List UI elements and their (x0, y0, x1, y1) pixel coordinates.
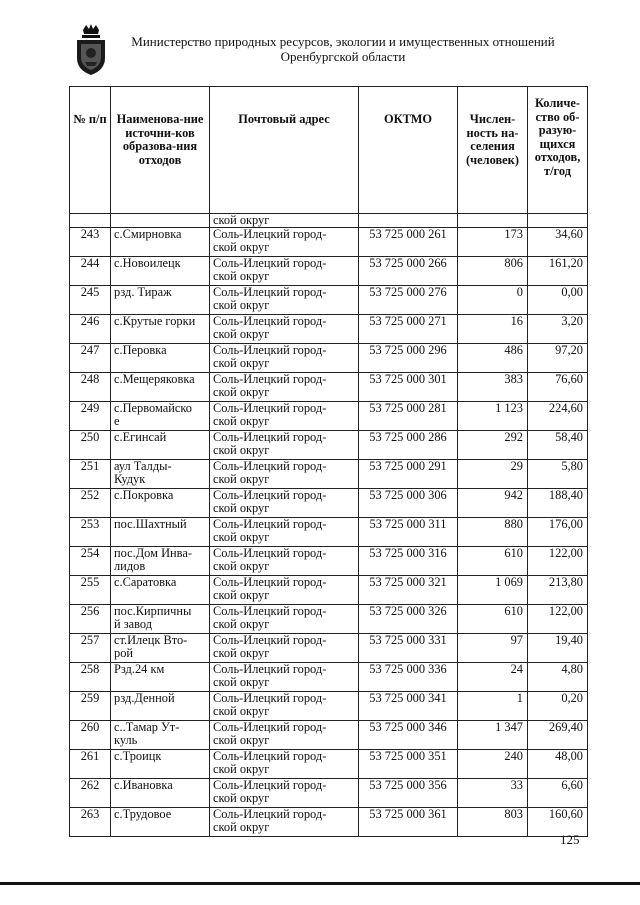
row-num: 252 (70, 489, 111, 518)
row-name-line: е (114, 414, 120, 428)
row-name-line: пос.Шахтный (114, 517, 187, 531)
row-address-line: ской округ (213, 617, 270, 631)
row-quantity: 97,20 (528, 344, 588, 373)
footer-divider (0, 882, 640, 885)
row-address-line: ской округ (213, 530, 270, 544)
row-population: 942 (458, 489, 528, 518)
row-address-line: Соль-Илецкий город- (213, 662, 327, 676)
row-address (210, 286, 359, 315)
row-address-line: Соль-Илецкий город- (213, 459, 327, 473)
row-num: 253 (70, 518, 111, 547)
row-oktmo: 53 725 000 361 (359, 808, 458, 837)
row-address-line: Соль-Илецкий город- (213, 691, 327, 705)
row-address (210, 721, 359, 750)
row-name-line: с.Первомайско (114, 401, 192, 415)
row-population: 33 (458, 779, 528, 808)
row-address-line: ской округ (213, 443, 270, 457)
row-num: 251 (70, 460, 111, 489)
row-name (111, 257, 210, 286)
table-row (70, 489, 588, 518)
row-name (111, 460, 210, 489)
row-address-line: Соль-Илецкий город- (213, 343, 327, 357)
row-oktmo: 53 725 000 311 (359, 518, 458, 547)
row-oktmo: 53 725 000 266 (359, 257, 458, 286)
row-num: 244 (70, 257, 111, 286)
table-row (70, 779, 588, 808)
row-name-line: с.Смирновка (114, 227, 182, 241)
row-address-line: ской округ (213, 588, 270, 602)
continuation-address: ской округ (210, 214, 359, 228)
row-name (111, 576, 210, 605)
page-number: 125 (560, 832, 580, 847)
row-address (210, 779, 359, 808)
row-address-line: Соль-Илецкий город- (213, 633, 327, 647)
header-name: Наименова-ние источни-ков образова-ния отходов (111, 87, 210, 214)
row-quantity: 34,60 (528, 228, 588, 257)
row-population: 29 (458, 460, 528, 489)
table-row (70, 605, 588, 634)
row-quantity: 3,20 (528, 315, 588, 344)
row-name-line: с.Покровка (114, 488, 174, 502)
ministry-header (118, 34, 568, 64)
row-name (111, 489, 210, 518)
row-address (210, 373, 359, 402)
row-address-line: Соль-Илецкий город- (213, 720, 327, 734)
row-num: 256 (70, 605, 111, 634)
row-name (111, 373, 210, 402)
row-address (210, 634, 359, 663)
row-num: 255 (70, 576, 111, 605)
row-address (210, 402, 359, 431)
row-num: 243 (70, 228, 111, 257)
row-name (111, 518, 210, 547)
row-num: 262 (70, 779, 111, 808)
row-name-line: с.Новоилецк (114, 256, 181, 270)
row-population: 97 (458, 634, 528, 663)
row-oktmo: 53 725 000 336 (359, 663, 458, 692)
header-line-2: Оренбургской области (280, 49, 406, 64)
row-quantity: 76,60 (528, 373, 588, 402)
row-oktmo: 53 725 000 291 (359, 460, 458, 489)
row-name-line: рзд.Денной (114, 691, 175, 705)
row-num: 250 (70, 431, 111, 460)
row-name-line: с.Ивановка (114, 778, 173, 792)
table-row (70, 663, 588, 692)
row-name-line: пос.Дом Инва- (114, 546, 192, 560)
row-address-line: ской округ (213, 385, 270, 399)
row-address-line: Соль-Илецкий город- (213, 749, 327, 763)
row-quantity: 224,60 (528, 402, 588, 431)
row-quantity: 188,40 (528, 489, 588, 518)
row-population: 0 (458, 286, 528, 315)
row-name (111, 605, 210, 634)
row-population: 383 (458, 373, 528, 402)
row-population: 1 347 (458, 721, 528, 750)
row-population: 16 (458, 315, 528, 344)
row-address-line: ской округ (213, 298, 270, 312)
table-row (70, 344, 588, 373)
row-oktmo: 53 725 000 346 (359, 721, 458, 750)
row-name (111, 779, 210, 808)
header-population: Числен-ность на-селения (человек) (458, 87, 528, 214)
row-address-line: ской округ (213, 501, 270, 515)
row-num: 258 (70, 663, 111, 692)
row-name-line: рзд. Тираж (114, 285, 172, 299)
row-address-line: ской округ (213, 414, 270, 428)
row-name-line: с.Егинсай (114, 430, 167, 444)
row-address-line: Соль-Илецкий город- (213, 778, 327, 792)
row-oktmo: 53 725 000 331 (359, 634, 458, 663)
row-address-line: Соль-Илецкий город- (213, 256, 327, 270)
row-address (210, 750, 359, 779)
table-row (70, 576, 588, 605)
table-row (70, 431, 588, 460)
row-address (210, 663, 359, 692)
row-address (210, 518, 359, 547)
row-name (111, 344, 210, 373)
row-oktmo: 53 725 000 301 (359, 373, 458, 402)
row-population: 173 (458, 228, 528, 257)
table-row (70, 402, 588, 431)
row-address-line: ской округ (213, 559, 270, 573)
row-name-line: с.Крутые горки (114, 314, 196, 328)
row-address (210, 431, 359, 460)
row-address-line: Соль-Илецкий город- (213, 546, 327, 560)
table-row (70, 547, 588, 576)
row-num: 263 (70, 808, 111, 837)
row-address-line: Соль-Илецкий город- (213, 401, 327, 415)
row-address (210, 692, 359, 721)
header-quantity: Количе-ство об-разую-щихся отходов, т/год (528, 87, 588, 214)
row-address-line: Соль-Илецкий город- (213, 430, 327, 444)
row-address-line: ской округ (213, 791, 270, 805)
row-name (111, 808, 210, 837)
row-name (111, 431, 210, 460)
row-quantity: 213,80 (528, 576, 588, 605)
row-num: 254 (70, 547, 111, 576)
row-name (111, 547, 210, 576)
row-name (111, 663, 210, 692)
row-population: 880 (458, 518, 528, 547)
row-address (210, 315, 359, 344)
table-row (70, 692, 588, 721)
row-num: 261 (70, 750, 111, 779)
header-num: № п/п (70, 87, 111, 214)
row-num: 260 (70, 721, 111, 750)
table-row (70, 315, 588, 344)
row-name-line: пос.Кирпичны (114, 604, 192, 618)
row-name (111, 634, 210, 663)
row-quantity: 48,00 (528, 750, 588, 779)
table-row (70, 518, 588, 547)
row-address (210, 228, 359, 257)
row-population: 24 (458, 663, 528, 692)
row-address-line: Соль-Илецкий город- (213, 314, 327, 328)
row-oktmo: 53 725 000 316 (359, 547, 458, 576)
row-num: 257 (70, 634, 111, 663)
row-population: 610 (458, 547, 528, 576)
row-population: 240 (458, 750, 528, 779)
row-quantity: 0,20 (528, 692, 588, 721)
row-address-line: Соль-Илецкий город- (213, 807, 327, 821)
row-address-line: Соль-Илецкий город- (213, 285, 327, 299)
row-name (111, 228, 210, 257)
row-name-line: куль (114, 733, 138, 747)
row-address (210, 489, 359, 518)
row-quantity: 6,60 (528, 779, 588, 808)
header-oktmo: ОКТМО (359, 87, 458, 214)
row-name-line: Рзд.24 км (114, 662, 165, 676)
row-address-line: ской округ (213, 675, 270, 689)
continuation-row (70, 214, 588, 228)
row-population: 806 (458, 257, 528, 286)
row-address-line: ской округ (213, 762, 270, 776)
table-row (70, 286, 588, 315)
row-num: 248 (70, 373, 111, 402)
row-quantity: 4,80 (528, 663, 588, 692)
row-address-line: Соль-Илецкий город- (213, 575, 327, 589)
row-population: 1 069 (458, 576, 528, 605)
row-oktmo: 53 725 000 321 (359, 576, 458, 605)
row-name (111, 721, 210, 750)
row-oktmo: 53 725 000 296 (359, 344, 458, 373)
row-population: 1 (458, 692, 528, 721)
row-address (210, 344, 359, 373)
row-name-line: с.Саратовка (114, 575, 177, 589)
row-population: 610 (458, 605, 528, 634)
row-address-line: ской округ (213, 820, 270, 834)
row-num: 249 (70, 402, 111, 431)
row-quantity: 19,40 (528, 634, 588, 663)
header-address: Почтовый адрес (210, 87, 359, 214)
row-population: 1 123 (458, 402, 528, 431)
table-row (70, 373, 588, 402)
row-name (111, 692, 210, 721)
row-address-line: ской округ (213, 240, 270, 254)
row-name-line: с.Мещеряковка (114, 372, 195, 386)
row-oktmo: 53 725 000 306 (359, 489, 458, 518)
row-name-line: Кудук (114, 472, 146, 486)
row-quantity: 0,00 (528, 286, 588, 315)
row-oktmo: 53 725 000 261 (359, 228, 458, 257)
row-address (210, 460, 359, 489)
table-row (70, 721, 588, 750)
row-oktmo: 53 725 000 276 (359, 286, 458, 315)
table-row (70, 808, 588, 837)
row-address (210, 547, 359, 576)
row-oktmo: 53 725 000 341 (359, 692, 458, 721)
row-oktmo: 53 725 000 356 (359, 779, 458, 808)
row-name-line: с..Тамар Ут- (114, 720, 180, 734)
row-quantity: 122,00 (528, 547, 588, 576)
row-oktmo: 53 725 000 286 (359, 431, 458, 460)
waste-sources-table (69, 86, 588, 837)
row-name-line: ст.Илецк Вто- (114, 633, 188, 647)
row-address (210, 605, 359, 634)
row-num: 246 (70, 315, 111, 344)
row-address-line: ской округ (213, 733, 270, 747)
row-population: 803 (458, 808, 528, 837)
row-address-line: ской округ (213, 269, 270, 283)
row-address-line: Соль-Илецкий город- (213, 604, 327, 618)
row-quantity: 5,80 (528, 460, 588, 489)
row-quantity: 176,00 (528, 518, 588, 547)
row-address (210, 808, 359, 837)
row-oktmo: 53 725 000 351 (359, 750, 458, 779)
row-address-line: Соль-Илецкий город- (213, 227, 327, 241)
row-address-line: Соль-Илецкий город- (213, 517, 327, 531)
header-line-1: Министерство природных ресурсов, экологии и имущественных отношений (131, 34, 555, 49)
row-address-line: ской округ (213, 646, 270, 660)
row-oktmo: 53 725 000 281 (359, 402, 458, 431)
row-quantity: 160,60 (528, 808, 588, 837)
row-address (210, 576, 359, 605)
row-name (111, 315, 210, 344)
table-row (70, 460, 588, 489)
row-name-line: й завод (114, 617, 153, 631)
row-name (111, 286, 210, 315)
coat-of-arms-icon (74, 24, 108, 76)
row-quantity: 161,20 (528, 257, 588, 286)
row-name (111, 750, 210, 779)
row-oktmo: 53 725 000 271 (359, 315, 458, 344)
row-name-line: рой (114, 646, 134, 660)
row-num: 259 (70, 692, 111, 721)
row-quantity: 58,40 (528, 431, 588, 460)
row-address-line: ской округ (213, 327, 270, 341)
row-name-line: с.Троицк (114, 749, 162, 763)
row-num: 245 (70, 286, 111, 315)
table-row (70, 228, 588, 257)
row-name-line: с.Трудовое (114, 807, 172, 821)
table-header-row (70, 87, 588, 214)
row-population: 486 (458, 344, 528, 373)
row-address-line: ской округ (213, 704, 270, 718)
row-address-line: Соль-Илецкий город- (213, 488, 327, 502)
row-name (111, 402, 210, 431)
row-name-line: аул Талды- (114, 459, 172, 473)
row-oktmo: 53 725 000 326 (359, 605, 458, 634)
table-row (70, 634, 588, 663)
table-row (70, 257, 588, 286)
row-quantity: 269,40 (528, 721, 588, 750)
row-name-line: с.Перовка (114, 343, 167, 357)
row-address-line: Соль-Илецкий город- (213, 372, 327, 386)
row-name-line: лидов (114, 559, 146, 573)
row-num: 247 (70, 344, 111, 373)
row-address-line: ской округ (213, 472, 270, 486)
row-population: 292 (458, 431, 528, 460)
row-address-line: ской округ (213, 356, 270, 370)
row-quantity: 122,00 (528, 605, 588, 634)
table-row (70, 750, 588, 779)
row-address (210, 257, 359, 286)
